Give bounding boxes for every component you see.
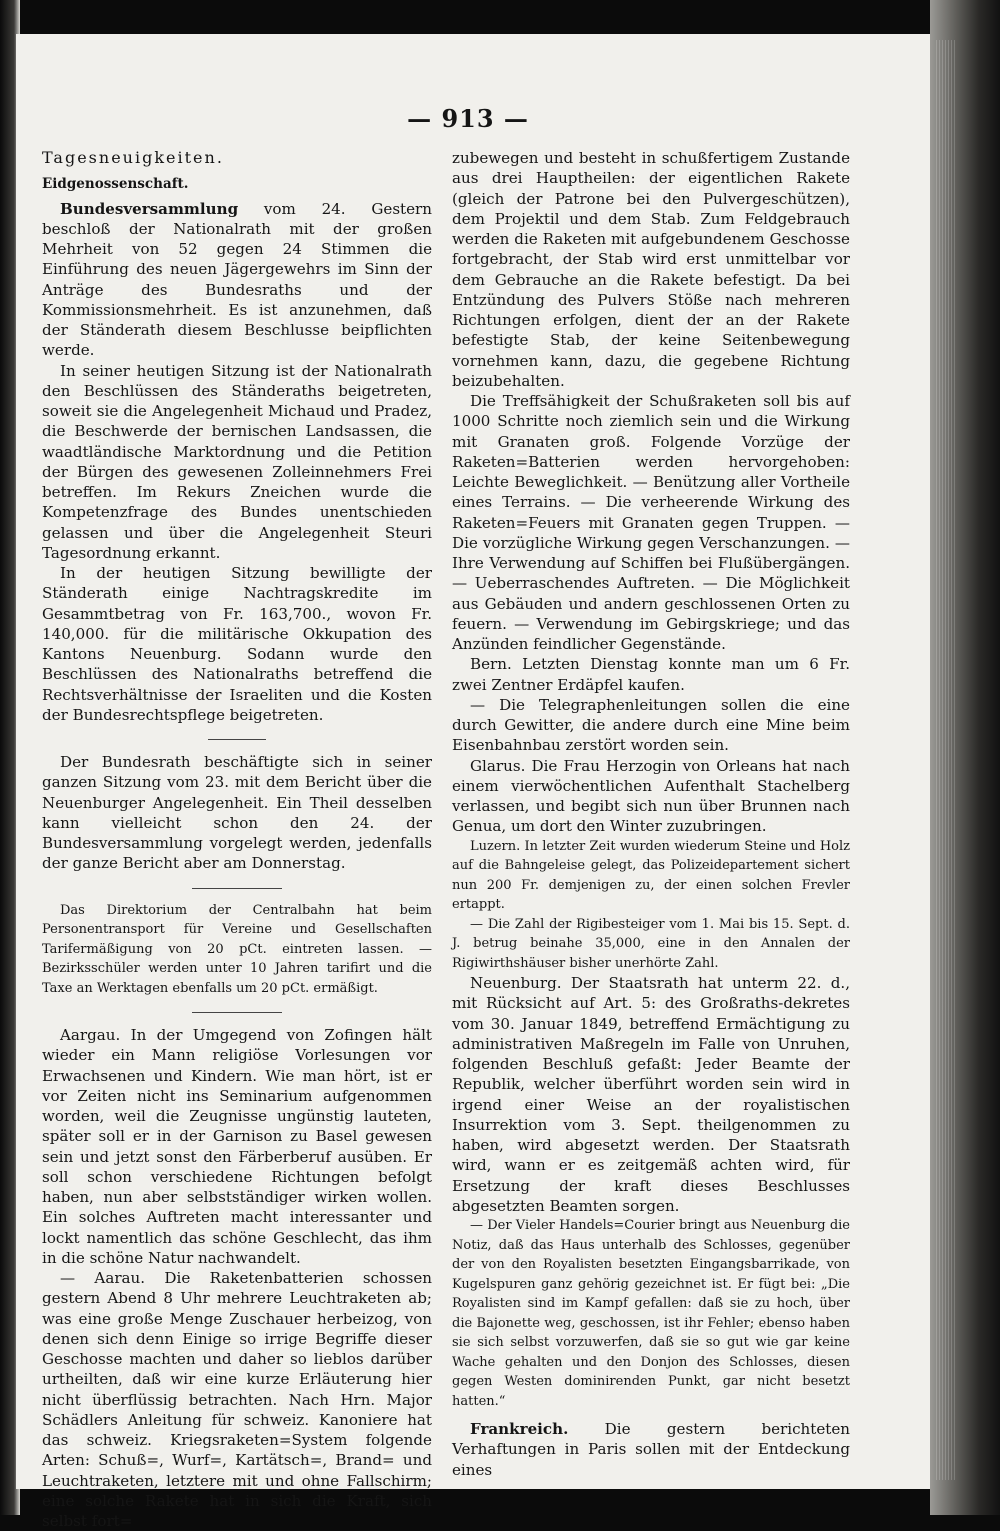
article-aargau: Aargau. In der Umgegend von Zofingen hält wieder ein Mann religiöse Vorlesungen vor Erwachsenen und Kindern. Wie man hört, ist er vor Zeiten nicht ins Seminarium aufgenommen worden, weil die Zeugnisse ungünstig lauteten, später soll er in der Garnison zu Basel gewesen sein und jetzt sonst den Färberberuf ausüben. Er soll schon verschiedene Richtungen befolgt haben, nun aber selbstständiger wirken wollen. Ein solches Auftreten macht interessanter und lockt namentlich das schöne Geschlecht, das ihm in die schöne Natur nachwandelt.	[42, 1026, 432, 1267]
article-neuenburg: Neuenburg. Der Staatsrath hat unterm 22. d., mit Rücksicht auf Art. 5: des Großraths-dekretes vom 30. Januar 1849, betreffend Ermächtigung zu administrativen Maßregeln im Falle von Unruhen, folgenden Beschluß gefaßt: Jeder Beamte der Republik, welcher überführt worden sein wird in irgend einer Weise an der royalistischen Insurrektion vom 3. Sept. theilgenommen zu haben, wird abgesetzt werden. Der Staatsrath wird, wann er es zeitgemäß achten wird, für Ersetzung der kraft dieses Beschlusses abgesetzten Beamten sorgen.	[452, 974, 850, 1215]
divider	[208, 739, 266, 740]
article-paragraph: In seiner heutigen Sitzung ist der Nationalrath den Beschlüssen des Ständeraths beigetreten, soweit sie die Angelegenheit Michaud und Pradez, die Beschwerde der bernischen Landsassen, die waadtländische Marktordnung und die Petition der Bürgen des gewesenen Zolleinnehmers Frei betreffen. Im Rekurs Zneichen wurde die Kompetenzfrage des Bundes unentschieden gelassen und über die Angelegenheit Steuri Tagesordnung erkannt.	[42, 361, 432, 562]
page-stack-lines	[936, 40, 956, 1480]
section-heading: Tagesneuigkeiten.	[42, 148, 224, 167]
article-paragraph: zubewegen und besteht in schußfertigem Zustande aus drei Hauptheilen: der eigentlichen Rakete (gleich der Patrone bei den Pulvergeschützen), dem Projektil und dem Stab. Zum Feldgebrauch werden die Raketen mit aufgebundenem Geschosse fortgebracht, der Stab wird erst unmittelbar vor dem Gebrauche an die Rakete befestigt. Da bei Entzündung des Pulvers Stöße nach mehreren Richtungen erfolgen, dient der an der Rakete befestigte Stab, der keine Seitenbewegung vornehmen kann, dazu, die gegebene Richtung beizubehalten.	[452, 149, 850, 390]
article-paragraph: — Die Telegraphenleitungen sollen die eine durch Gewitter, die andere durch eine Mine beim Eisenbahnbau zerstört worden sein.	[452, 695, 850, 755]
page-number: — 913 —	[407, 104, 529, 133]
article-bundesversammlung	[42, 199, 432, 361]
article-lead: Frankreich.	[470, 1420, 569, 1438]
article-body: Die gestern berichteten Verhaftungen in Paris sollen mit der Entdeckung eines	[452, 1420, 850, 1479]
right-column	[452, 148, 850, 1480]
article-glarus: Glarus. Die Frau Herzogin von Orleans hat nach einem vierwöchentlichen Aufenthalt Stachelberg verlassen, und begibt sich nun über Brunnen nach Genua, um dort den Winter zuzubringen.	[452, 756, 850, 836]
article-centralbahn: Das Direktorium der Centralbahn hat beim Personentransport für Vereine und Gesellschaften Tarifermäßigung von 20 pCt. eintreten lassen. — Bezirksschüler werden unter 10 Jahren tarifirt und die Taxe an Werktagen ebenfalls um 20 pCt. ermäßigt.	[42, 902, 432, 996]
article-paragraph: Der Bundesrath beschäftigte sich in seiner ganzen Sitzung vom 23. mit dem Bericht über die Neuenburger Angelegenheit. Ein Theil desselben kann vielleicht schon den 24. der Bundesversammlung vorgelegt werden, jedenfalls der ganze Bericht aber am Donnerstag.	[42, 753, 432, 873]
spacer	[452, 1411, 850, 1419]
article-paragraph: — Der Vieler Handels=Courier bringt aus Neuenburg die Notiz, daß das Haus unterhalb des Schlosses, gegenüber der von den Royalisten besetzten Eingangsbarrikade, von Kugelspuren ganz gehörig gezeichnet ist. Er fügt bei: „Die Royalisten sind im Kampf gefallen: daß sie zu hoch, über die Bajonette weg, geschossen, ist ihr Fehler; ebenso haben sie sich selbst vorzuwerfen, daß sie so gut wie gar keine Wache gehalten und den Donjon des Schlosses, diesen gegen Westen dominirenden Punkt, gar nicht besetzt hatten.“	[452, 1218, 850, 1409]
article-paragraph: In der heutigen Sitzung bewilligte der Ständerath einige Nachtragskredite im Gesammtbetrag von Fr. 163,700., wovon Fr. 140,000. für die militärische Okkupation des Kantons Neuenburg. Sodann wurde den Beschlüssen des Nationalraths betreffend die Rechtsverhältnisse der Israeliten und die Kosten der Bundesrechtspflege beigetreten.	[42, 564, 432, 724]
article-paragraph: Die Treffsähigkeit der Schußraketen soll bis auf 1000 Schritte noch ziemlich sein und die Wirkung mit Granaten groß. Folgende Vorzüge der Raketen=Batterien werden hervorgehoben: Leichte Beweglichkeit. — Benützung aller Vortheile eines Terrains. — Die verheerende Wirkung des Raketen=Feuers mit Granaten gegen Truppen. — Die vorzügliche Wirkung gegen Verschanzungen. — Ihre Verwendung auf Schiffen bei Flußübergängen. — Ueberraschendes Auftreten. — Die Möglichkeit aus Gebäuden und andern geschlossenen Orten zu feuern. — Verwendung im Gebirgskriege; und das Anzünden feindlicher Gegenstände.	[452, 392, 850, 653]
left-column	[42, 148, 432, 1531]
article-body: vom 24. Gestern beschloß der Nationalrath mit der großen Mehrheit von 52 gegen 24 Stimmen die Einführung des neuen Jägergewehrs im Sinn der Anträge des Bundesraths und der Kommissionsmehrheit. Es ist anzunehmen, daß der Ständerath diesem Beschlusse beipflichten werde.	[42, 199, 432, 360]
article-lead: Bundesversammlung	[60, 199, 239, 218]
subheading-eidgenossenschaft: Eidgenossenschaft.	[42, 176, 189, 193]
divider	[192, 1012, 282, 1013]
article-luzern: Luzern. In letzter Zeit wurden wiederum Steine und Holz auf die Bahngeleise gelegt, das Polizeidepartement sichert nun 200 Fr. demjenigen zu, der einen solchen Frevler ertappt.	[452, 838, 850, 912]
divider	[192, 888, 282, 889]
article-bern: Bern. Letzten Dienstag konnte man um 6 Fr. zwei Zentner Erdäpfel kaufen.	[452, 655, 850, 694]
article-frankreich	[452, 1419, 850, 1480]
article-paragraph: — Die Zahl der Rigibesteiger vom 1. Mai bis 15. Sept. d. J. betrug beinahe 35,000, eine in den Annalen der Rigiwirthshäuser bisher unerhörte Zahl.	[452, 916, 850, 971]
article-aarau: — Aarau. Die Raketenbatterien schossen gestern Abend 8 Uhr mehrere Leuchtraketen ab; was eine große Menge Zuschauer herbeizog, von denen sich denn Einige so irrige Begriffe dieser Geschosse machten und daher so lieblos darüber urtheilten, daß wir eine kurze Erläuterung hier nicht überflüssig betrachten. Nach Hrn. Major Schädlers Anleitung für schweiz. Kanoniere hat das schweiz. Kriegsraketen=System folgende Arten: Schuß=, Wurf=, Kartätsch=, Brand= und Leuchtraketen, letztere mit und ohne Fallschirm; eine solche Rakete hat in sich die Kraft, sich selbst fort=	[42, 1269, 432, 1530]
